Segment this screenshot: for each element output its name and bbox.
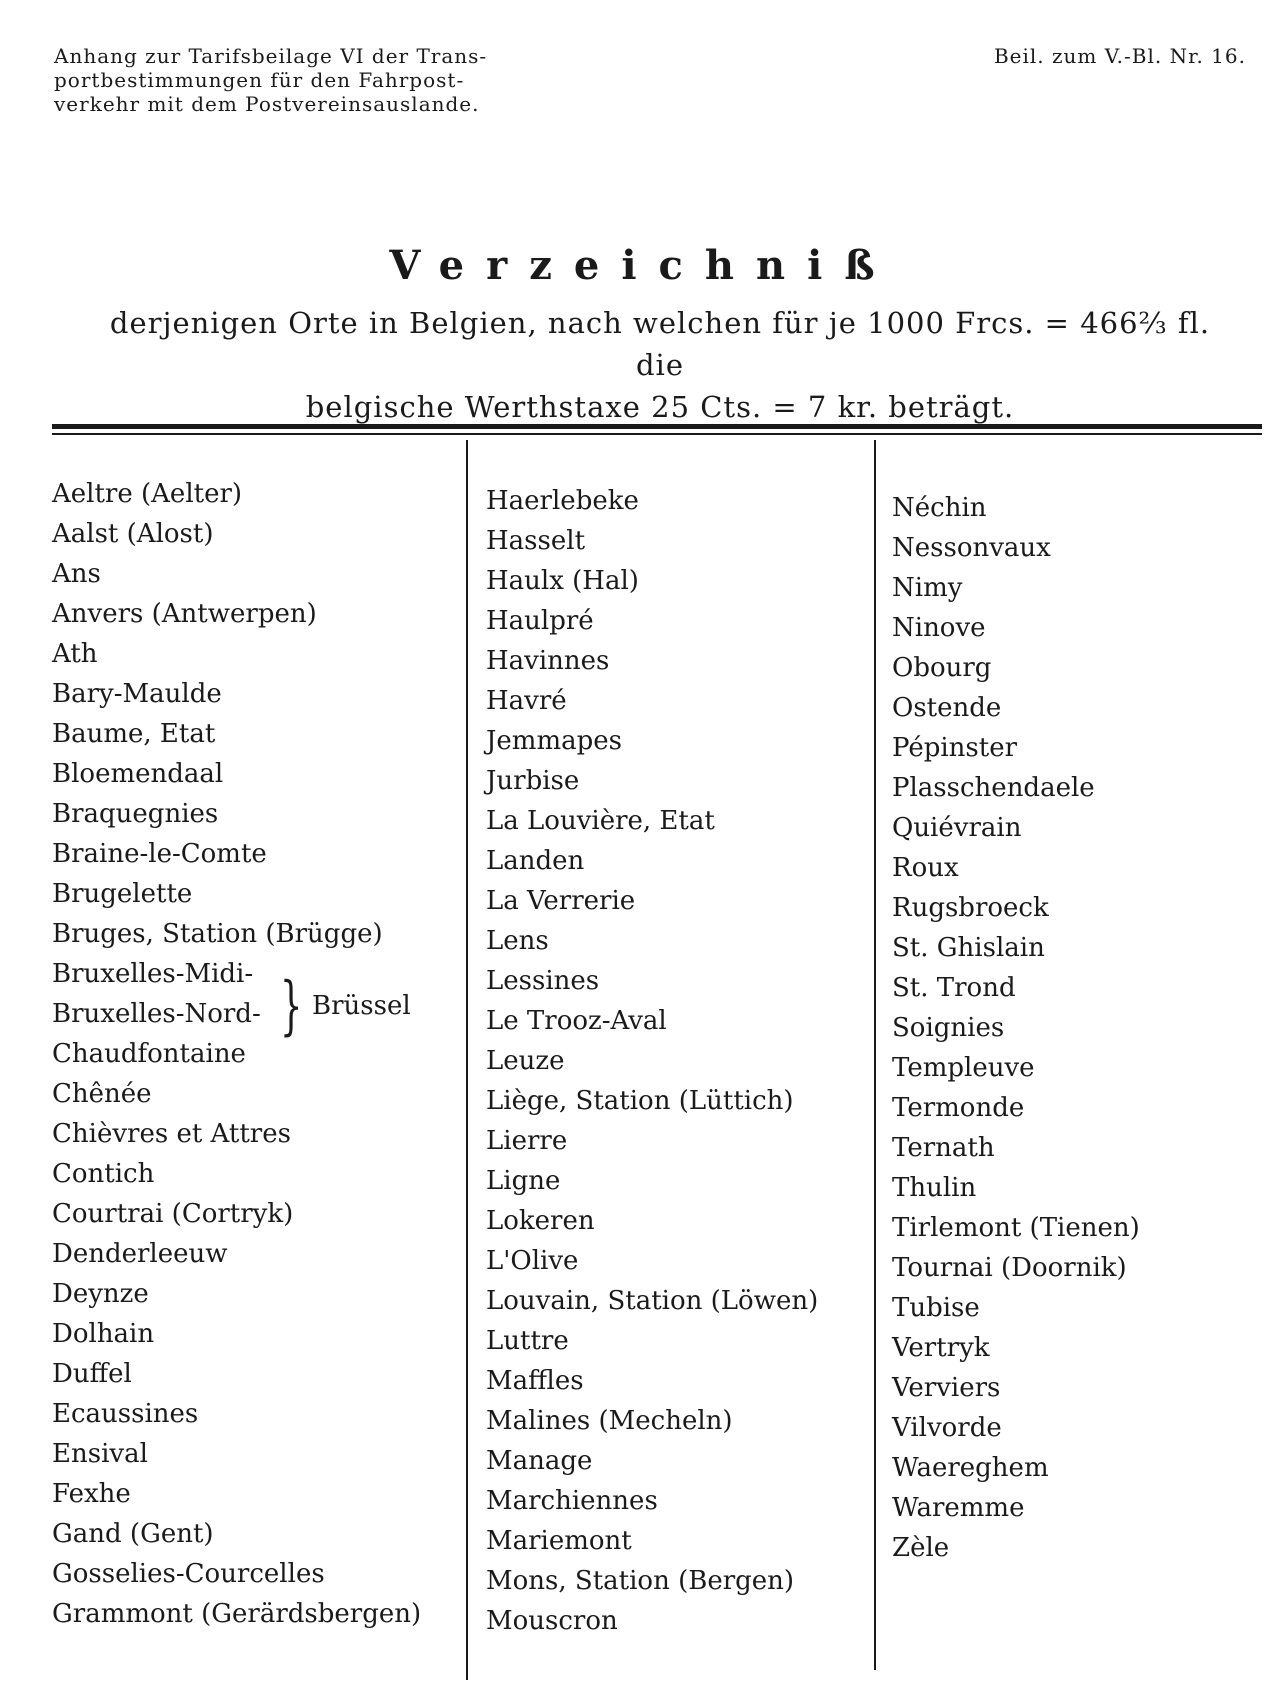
- column-divider-2: [874, 440, 876, 1670]
- brussels-brace-label: Brüssel: [312, 991, 411, 1021]
- header-rule-thick: [52, 424, 1262, 429]
- header-right-reference: Beil. zum V.-Bl. Nr. 16.: [993, 44, 1246, 68]
- list-item: Chaudfontaine: [52, 1039, 246, 1069]
- list-item: Chièvres et Attres: [52, 1119, 291, 1149]
- list-item: Quiévrain: [892, 813, 1022, 843]
- list-item: Duffel: [52, 1359, 132, 1389]
- list-item: Fexhe: [52, 1479, 131, 1509]
- list-item: Mons, Station (Bergen): [486, 1566, 795, 1596]
- list-item: Anvers (Antwerpen): [52, 599, 317, 629]
- list-item: Templeuve: [892, 1053, 1035, 1083]
- list-item: Verviers: [892, 1373, 1001, 1403]
- list-item: Landen: [486, 846, 585, 876]
- list-item: Néchin: [892, 493, 987, 523]
- list-item: Soignies: [892, 1013, 1005, 1043]
- list-item: Waereghem: [892, 1453, 1049, 1483]
- list-item: Vilvorde: [892, 1413, 1002, 1443]
- list-item: Ninove: [892, 613, 986, 643]
- list-item: Vertryk: [892, 1333, 990, 1363]
- list-item: Bary-Maulde: [52, 679, 222, 709]
- subtitle-line: derjenigen Orte in Belgien, nach welchen für je 1000 Frcs. = 466⅔ fl. die: [109, 306, 1211, 382]
- subtitle-line: belgische Werthstaxe 25 Cts. = 7 kr. beträgt.: [305, 390, 1015, 424]
- list-item: Denderleeuw: [52, 1239, 228, 1269]
- list-item: Nimy: [892, 573, 963, 603]
- list-item: Braquegnies: [52, 799, 219, 829]
- list-item: Aalst (Alost): [52, 519, 214, 549]
- list-item: L'Olive: [486, 1246, 579, 1276]
- list-item: Lierre: [486, 1126, 568, 1156]
- list-item: Grammont (Gerärdsbergen): [52, 1599, 422, 1629]
- list-item: Manage: [486, 1446, 593, 1476]
- header-left-line: verkehr mit dem Postvereinsauslande.: [54, 92, 480, 116]
- list-item: Lens: [486, 926, 549, 956]
- list-item: Ecaussines: [52, 1399, 199, 1429]
- list-item: Braine-le-Comte: [52, 839, 267, 869]
- list-item: Ath: [52, 639, 98, 669]
- place-column-1: [52, 474, 421, 1634]
- list-item: Obourg: [892, 653, 992, 683]
- column-divider-1: [466, 440, 468, 1680]
- list-item: Maffles: [486, 1366, 584, 1396]
- list-item: Hasselt: [486, 526, 586, 556]
- list-item: St. Ghislain: [892, 933, 1045, 963]
- list-item: Bruges, Station (Brügge): [52, 919, 383, 949]
- list-item: La Verrerie: [486, 886, 636, 916]
- list-item: Jemmapes: [486, 726, 622, 756]
- list-item: Waremme: [892, 1493, 1025, 1523]
- list-item: Rugsbroeck: [892, 893, 1049, 923]
- list-item: Termonde: [892, 1093, 1025, 1123]
- list-item: Gosselies-Courcelles: [52, 1559, 325, 1589]
- list-item: Ligne: [486, 1166, 561, 1196]
- list-item: Bloemendaal: [52, 759, 224, 789]
- list-item: Tournai (Doornik): [892, 1253, 1127, 1283]
- list-item: Roux: [892, 853, 959, 883]
- list-item: Leuze: [486, 1046, 565, 1076]
- list-item: Thulin: [892, 1173, 977, 1203]
- list-item: Marchiennes: [486, 1486, 658, 1516]
- list-item: Bruxelles-Midi-: [52, 959, 254, 989]
- page-subtitle: [90, 302, 1230, 428]
- list-item: Liège, Station (Lüttich): [486, 1086, 794, 1116]
- list-item: Ostende: [892, 693, 1002, 723]
- list-item: St. Trond: [892, 973, 1016, 1003]
- list-item: Havinnes: [486, 646, 610, 676]
- list-item: Pépinster: [892, 733, 1018, 763]
- list-item: Baume, Etat: [52, 719, 216, 749]
- list-item: Chênée: [52, 1079, 152, 1109]
- list-item: Tirlemont (Tienen): [892, 1213, 1140, 1243]
- list-item: Brugelette: [52, 879, 193, 909]
- list-item: Louvain, Station (Löwen): [486, 1286, 819, 1316]
- list-item: Bruxelles-Nord-: [52, 999, 261, 1029]
- place-column-3: [892, 488, 1140, 1568]
- list-item: Gand (Gent): [52, 1519, 214, 1549]
- list-item: Plasschendaele: [892, 773, 1095, 803]
- list-item: Zèle: [892, 1533, 950, 1563]
- list-item: Contich: [52, 1159, 155, 1189]
- list-item: Le Trooz-Aval: [486, 1006, 667, 1036]
- page-title: Verzeichniß: [389, 242, 897, 289]
- list-item: Mariemont: [486, 1526, 632, 1556]
- list-item: Malines (Mecheln): [486, 1406, 733, 1436]
- header-rule-thin: [52, 433, 1262, 435]
- list-item: Mouscron: [486, 1606, 618, 1636]
- list-item: Haulpré: [486, 606, 594, 636]
- list-item: Aeltre (Aelter): [52, 479, 243, 509]
- list-item: Deynze: [52, 1279, 149, 1309]
- header-left-note: [54, 44, 524, 116]
- header-left-line: Anhang zur Tarifsbeilage VI der Trans-: [54, 44, 488, 68]
- list-item: Luttre: [486, 1326, 569, 1356]
- list-item: Nessonvaux: [892, 533, 1051, 563]
- list-item: Tubise: [892, 1293, 980, 1323]
- place-column-2: [486, 481, 818, 1641]
- list-item: Haerlebeke: [486, 486, 639, 516]
- list-item: La Louvière, Etat: [486, 806, 715, 836]
- list-item: Jurbise: [486, 766, 580, 796]
- list-item: Lokeren: [486, 1206, 595, 1236]
- list-item: Lessines: [486, 966, 600, 996]
- list-item: Ans: [52, 559, 101, 589]
- list-item: Ternath: [892, 1133, 995, 1163]
- list-item: Haulx (Hal): [486, 566, 639, 596]
- list-item: Ensival: [52, 1439, 148, 1469]
- header-left-line: portbestimmungen für den Fahrpost-: [54, 68, 465, 92]
- list-item: Courtrai (Cortryk): [52, 1199, 294, 1229]
- list-item: Dolhain: [52, 1319, 155, 1349]
- brussels-brace: }: [280, 969, 303, 1043]
- list-item: Havré: [486, 686, 567, 716]
